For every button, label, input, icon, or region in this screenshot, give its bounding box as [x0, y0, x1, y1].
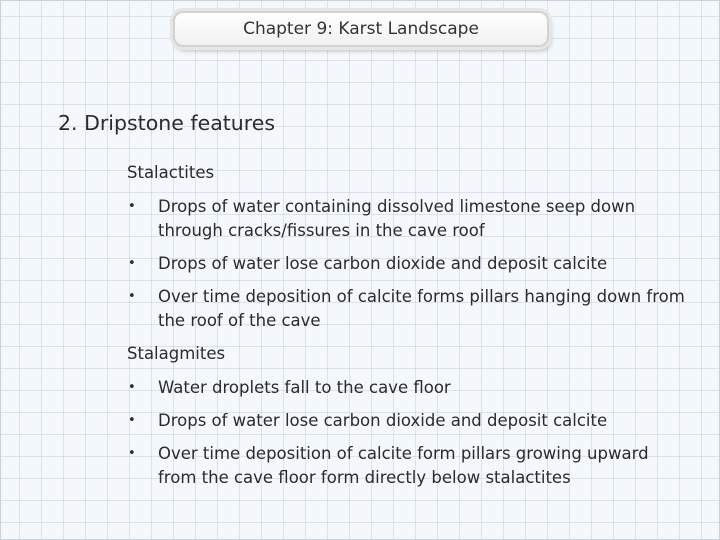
bullet-text: Drops of water lose carbon dioxide and deposit calcite — [158, 254, 608, 273]
bullet-item — [127, 195, 687, 243]
bullet-icon: • — [128, 413, 136, 428]
bullet-text: Drops of water containing dissolved limestone seep down through cracks/fissures in the cave roof — [158, 197, 636, 240]
bullet-text: Drops of water lose carbon dioxide and deposit calcite — [158, 411, 608, 430]
slide-title-banner — [173, 11, 549, 47]
bullet-item — [127, 376, 687, 400]
bullet-icon: • — [128, 380, 136, 395]
bullet-icon: • — [128, 199, 136, 214]
bullet-text: Over time deposition of calcite forms pillars hanging down from the roof of the cave — [158, 287, 685, 330]
slide-content — [127, 161, 687, 499]
bullet-text: Water droplets fall to the cave floor — [158, 378, 451, 397]
bullet-item — [127, 285, 687, 333]
stalagmites-group — [127, 342, 687, 490]
bullet-item — [127, 442, 687, 490]
section-heading: 2. Dripstone features — [58, 111, 276, 135]
stalactites-heading: Stalactites — [127, 163, 215, 182]
bullet-text: Over time deposition of calcite form pillars growing upward from the cave floor form directly below stalactites — [158, 444, 649, 487]
bullet-icon: • — [128, 256, 136, 271]
stalagmites-bullet-list — [127, 376, 687, 490]
stalactites-bullet-list — [127, 195, 687, 333]
bullet-icon: • — [128, 289, 136, 304]
bullet-item — [127, 252, 687, 276]
stalagmites-heading: Stalagmites — [127, 344, 226, 363]
bullet-item — [127, 409, 687, 433]
stalactites-group — [127, 161, 687, 333]
bullet-icon: • — [128, 446, 136, 461]
slide-title: Chapter 9: Karst Landscape — [243, 19, 479, 39]
